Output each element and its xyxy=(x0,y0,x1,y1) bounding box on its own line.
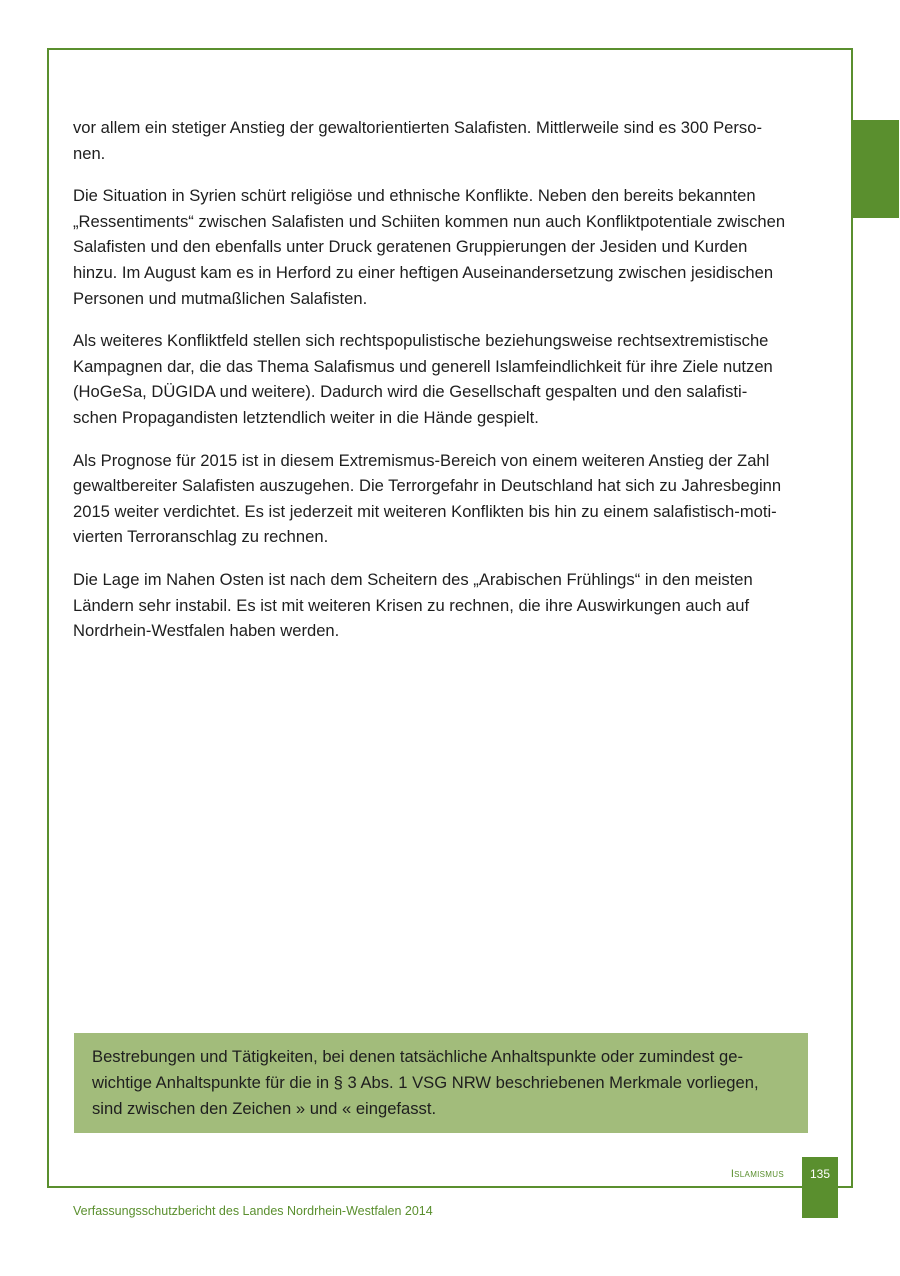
paragraph-3 xyxy=(73,328,813,430)
page-number: 135 xyxy=(809,1167,831,1181)
text-line: vor allem ein stetiger Anstieg der gewaltorientierten Salafisten. Mittlerweile sind es 300 Perso- xyxy=(73,118,762,137)
text-line: sind zwischen den Zeichen » und « eingefasst. xyxy=(92,1099,437,1118)
text-line: hinzu. Im August kam es in Herford zu einer heftigen Auseinandersetzung zwischen jesidischen xyxy=(73,262,774,282)
text-line: Personen und mutmaßlichen Salafisten. xyxy=(73,288,368,308)
notice-box xyxy=(74,1033,808,1133)
paragraph-2 xyxy=(73,183,813,311)
chapter-tab-marker xyxy=(853,120,899,218)
publication-footer: Verfassungsschutzbericht des Landes Nordrhein-Westfalen 2014 xyxy=(73,1204,433,1218)
text-line: Nordrhein-Westfalen haben werden. xyxy=(73,621,340,641)
paragraph-5 xyxy=(73,567,813,644)
text-line: Bestrebungen und Tätigkeiten, bei denen tatsächliche Anhaltspunkte oder zumindest ge- xyxy=(92,1047,743,1066)
running-section-title: Islamismus xyxy=(730,1168,784,1180)
text-line: „Ressentiments“ zwischen Salafisten und Schiiten kommen nun auch Konfliktpotentiale zwischen xyxy=(73,211,786,231)
text-line: Die Lage im Nahen Osten ist nach dem Scheitern des „Arabischen Frühlings“ in den meisten xyxy=(73,569,753,589)
text-line: Salafisten und den ebenfalls unter Druck geratenen Gruppierungen der Jesiden und Kurden xyxy=(73,237,748,257)
notice-text xyxy=(92,1044,790,1122)
text-line: Als Prognose für 2015 ist in diesem Extremismus-Bereich von einem weiteren Anstieg der Zahl xyxy=(73,450,770,470)
page-number-tab xyxy=(802,1157,838,1218)
text-line: Die Situation in Syrien schürt religiöse und ethnische Konflikte. Neben den bereits bekannten xyxy=(73,186,756,206)
text-line: Als weiteres Konfliktfeld stellen sich rechtspopulistische beziehungsweise rechtsextremistische xyxy=(73,331,769,351)
text-line: Ländern sehr instabil. Es ist mit weiteren Krisen zu rechnen, die ihre Auswirkungen auch auf xyxy=(73,595,750,615)
paragraph-4 xyxy=(73,448,813,550)
text-line: Kampagnen dar, die das Thema Salafismus und generell Islamfeindlichkeit für ihre Ziele nutzen xyxy=(73,356,773,376)
text-line: wichtige Anhaltspunkte für die in § 3 Abs. 1 VSG NRW beschriebenen Merkmale vorliegen, xyxy=(92,1073,759,1092)
paragraph-1 xyxy=(73,115,813,166)
text-line: gewaltbereiter Salafisten auszugehen. Die Terrorgefahr in Deutschland hat sich zu Jahresbeginn xyxy=(73,476,782,496)
body-text xyxy=(73,115,813,661)
text-line: 2015 weiter verdichtet. Es ist jederzeit mit weiteren Konflikten bis hin zu einem salafistisch-moti- xyxy=(73,501,777,521)
text-line: schen Propagandisten letztendlich weiter in die Hände gespielt. xyxy=(73,407,539,427)
text-line: vierten Terroranschlag zu rechnen. xyxy=(73,527,329,547)
text-line: (HoGeSa, DÜGIDA und weitere). Dadurch wird die Gesellschaft gespalten und den salafisti- xyxy=(73,382,748,402)
text-line: nen. xyxy=(73,143,106,163)
